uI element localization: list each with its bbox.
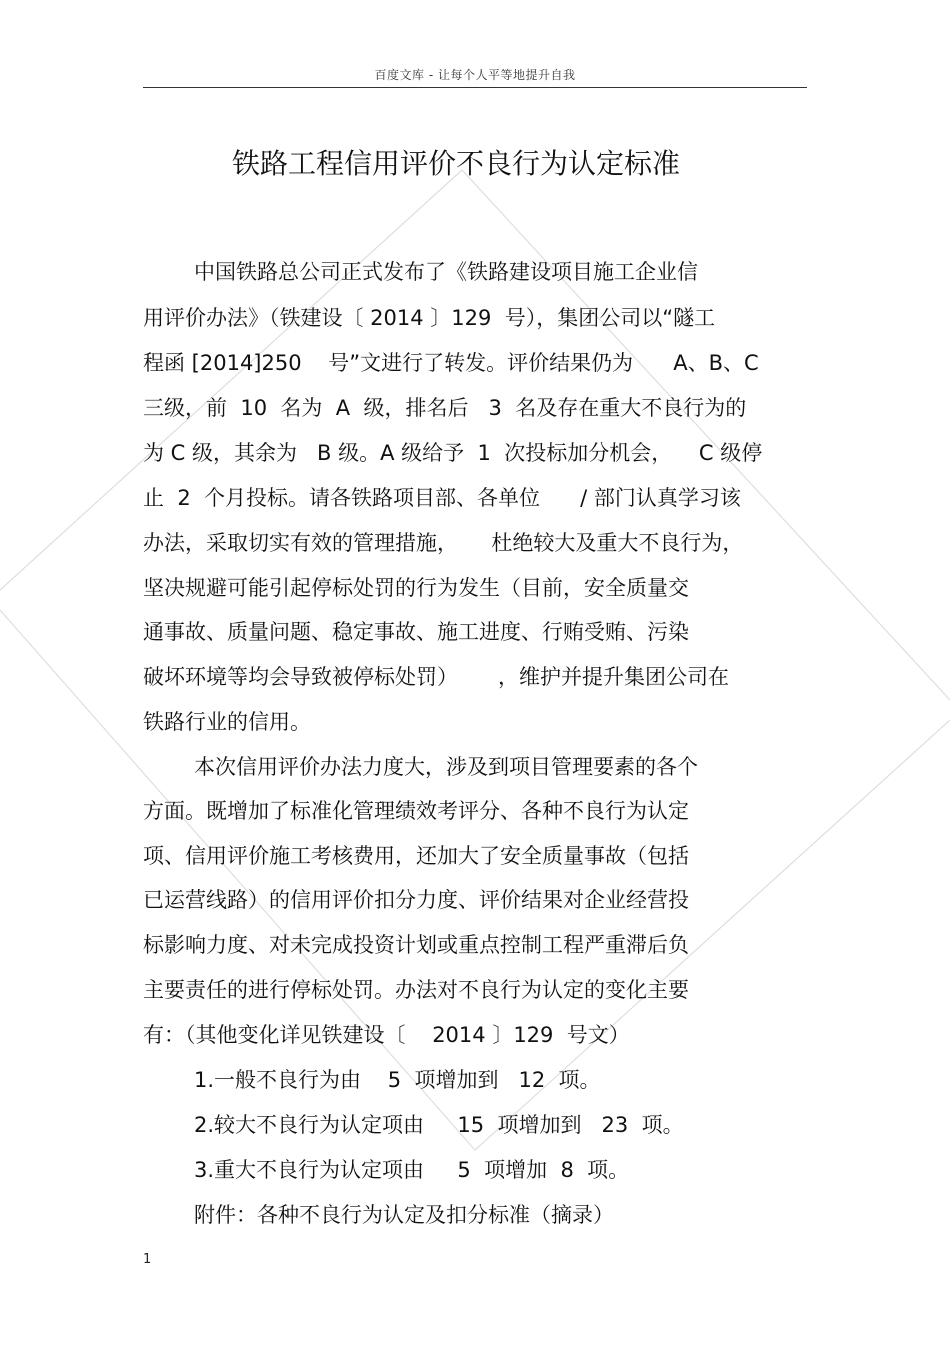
body-line: 为 C 级，其余为 B 级。A 级给予 1 次投标加分机会， C 级停 (143, 441, 763, 465)
body-line: 有：（其他变化详见铁建设〔 2014 〕129 号文） (143, 1023, 630, 1047)
body-line: 止 2 个月投标。请各铁路项目部、各单位 / 部门认真学习该 (143, 486, 741, 510)
body-line: 破坏环境等均会导致被停标处罚） ，维护并提升集团公司在 (143, 665, 730, 689)
body-line: 1.一般不良行为由 5 项增加到 12 项。 (194, 1068, 601, 1092)
body-line: 项、信用评价施工考核费用，还加大了安全质量事故（包括 (143, 844, 689, 868)
body-line: 方面。既增加了标准化管理绩效考评分、各种不良行为认定 (143, 799, 689, 823)
body-line: 坚决规避可能引起停标处罚的行为发生（目前，安全质量交 (143, 576, 689, 600)
page-header: 百度文库 - 让每个人平等地提升自我 (374, 68, 576, 82)
body-line: 办法，采取切实有效的管理措施， 杜绝较大及重大不良行为， (143, 531, 744, 555)
body-line: 铁路行业的信用。 (143, 710, 311, 734)
body-line: 已运营线路）的信用评价扣分力度、评价结果对企业经营投 (143, 888, 689, 912)
body-line: 三级，前 10 名为 A 级，排名后 3 名及存在重大不良行为的 (143, 396, 747, 420)
body-line: 3.重大不良行为认定项由 5 项增加 8 项。 (194, 1158, 630, 1182)
body-line: 本次信用评价办法力度大，涉及到项目管理要素的各个 (194, 755, 698, 779)
body-line: 用评价办法》（铁建设〔 2014 〕129 号），集团公司以“隧工 (143, 306, 716, 330)
document-title: 铁路工程信用评价不良行为认定标准 (231, 147, 680, 180)
body-line: 附件：各种不良行为认定及扣分标准（摘录） (194, 1203, 614, 1227)
header-divider (143, 87, 807, 88)
body-line: 中国铁路总公司正式发布了《铁路建设项目施工企业信 (194, 260, 698, 284)
body-line: 程函 [2014]250 号”文进行了转发。评价结果仍为 A、B、C (143, 351, 759, 375)
page-number: 1 (143, 1252, 152, 1267)
body-line: 2.较大不良行为认定项由 15 项增加到 23 项。 (194, 1113, 684, 1137)
body-line: 通事故、质量问题、稳定事故、施工进度、行贿受贿、污染 (143, 620, 689, 644)
body-line: 主要责任的进行停标处罚。办法对不良行为认定的变化主要 (143, 978, 689, 1002)
body-line: 标影响力度、对未完成投资计划或重点控制工程严重滞后负 (143, 933, 689, 957)
